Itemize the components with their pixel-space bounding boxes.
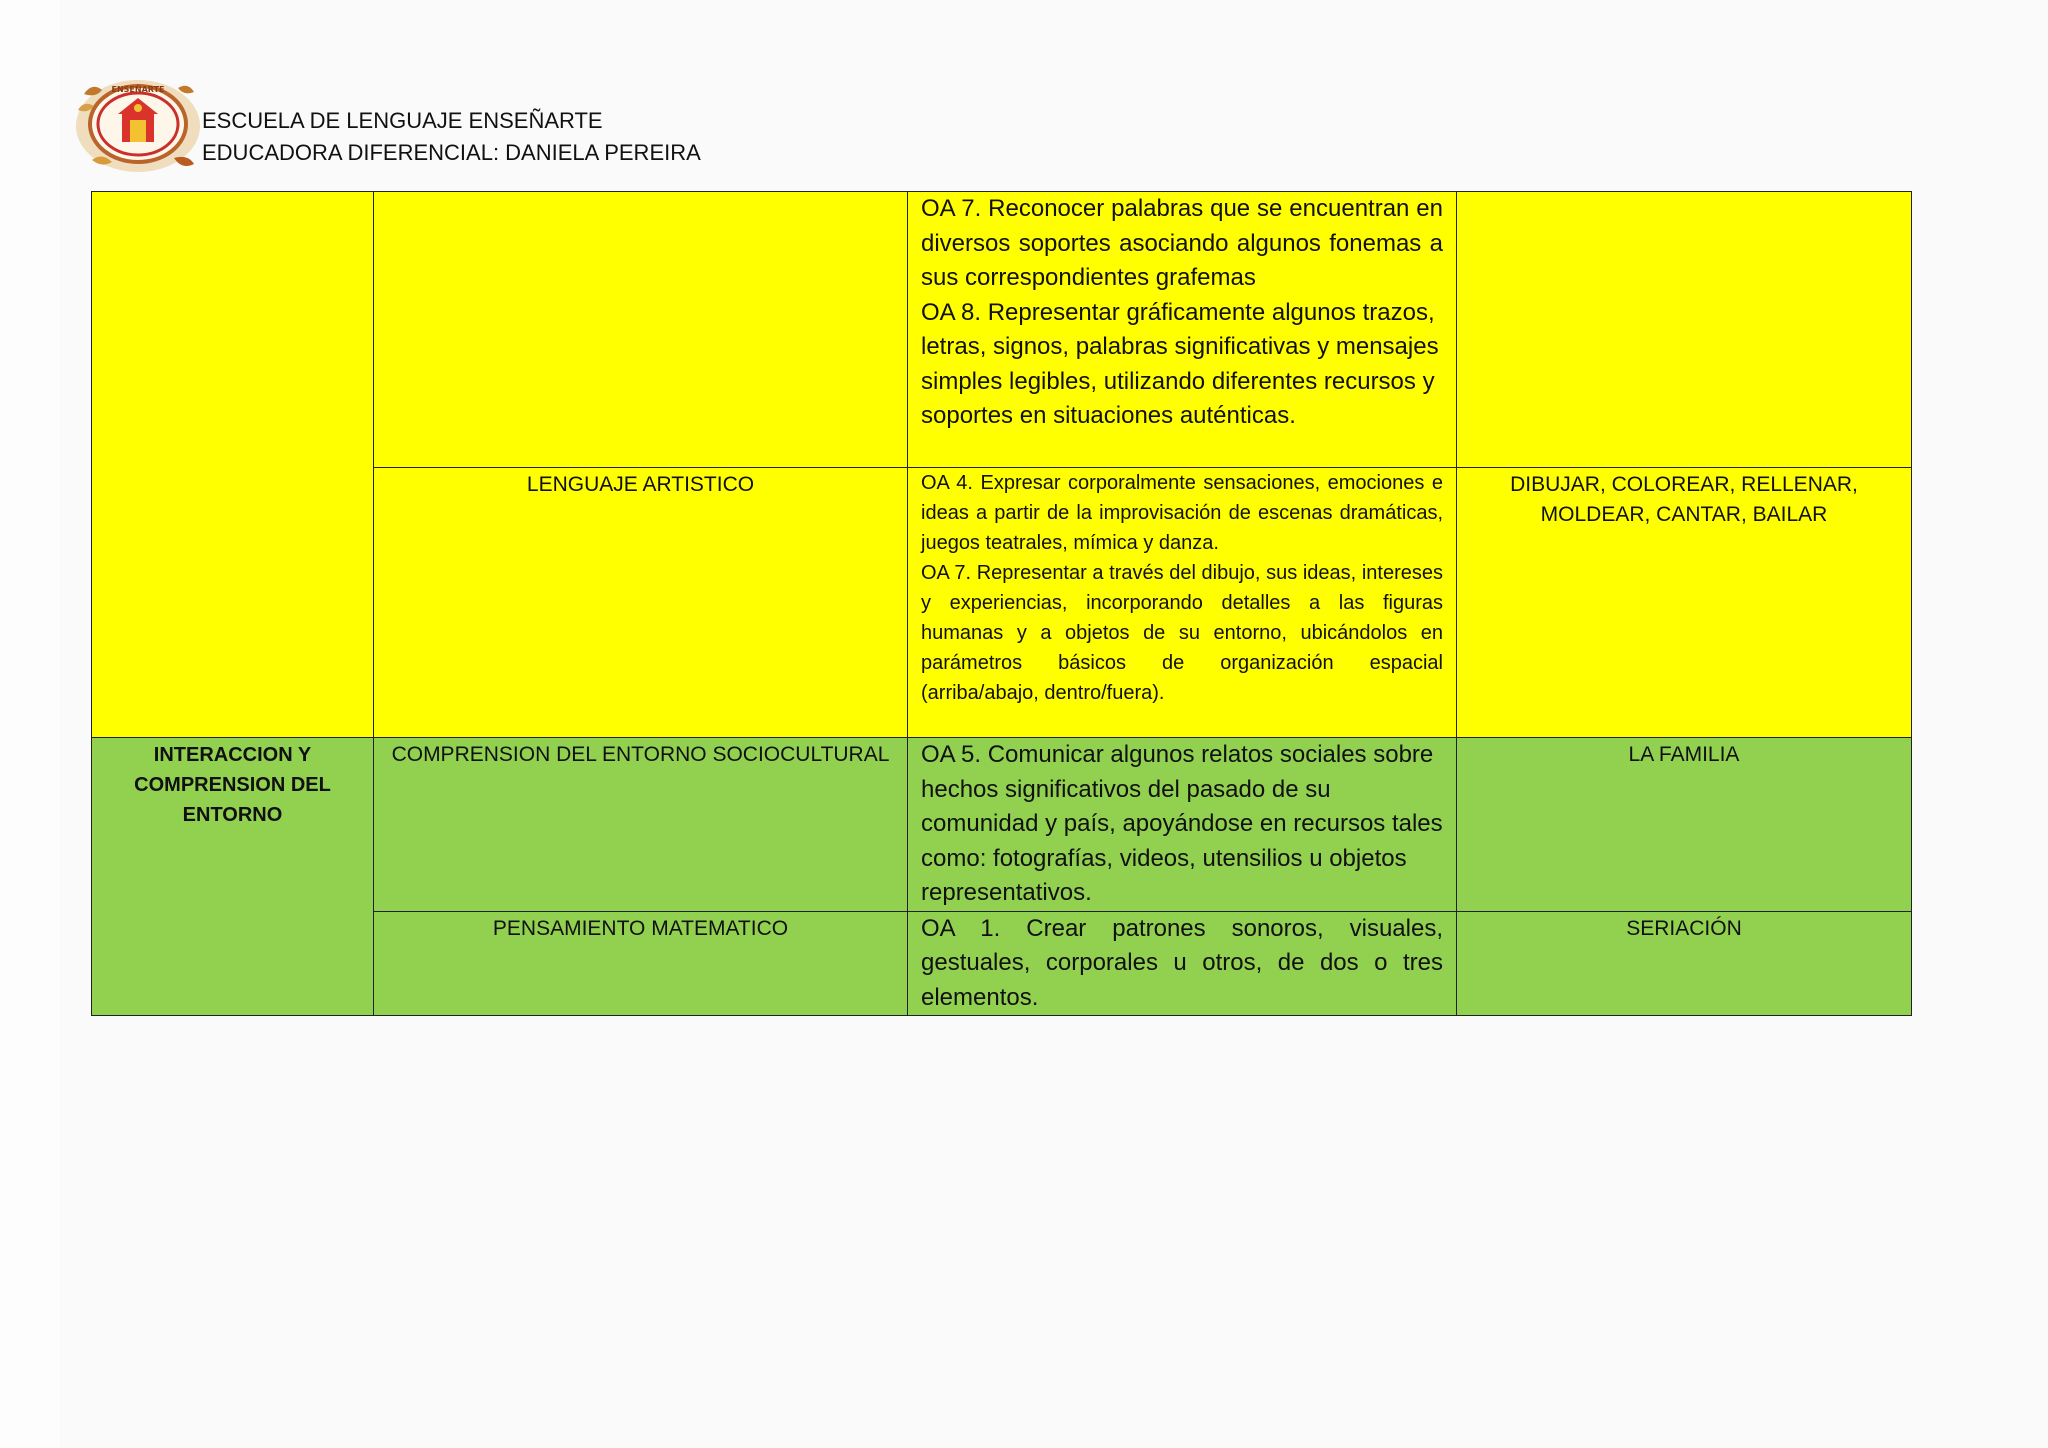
oa-text: OA 7. Reconocer palabras que se encuentran en diversos soportes asociando algunos fonemas a sus correspondientes grafemas — [921, 195, 1443, 291]
oa-text: OA 8. Representar gráficamente algunos trazos, letras, signos, palabras significativas y mensajes simples legibles, utilizando diferentes recursos y soportes en situaciones auténticas. — [921, 298, 1439, 429]
experiencias-cell — [1457, 468, 1912, 738]
nucleo-label: COMPRENSION DEL ENTORNO SOCIOCULTURAL — [391, 743, 890, 766]
nucleo-label: LENGUAJE ARTISTICO — [526, 473, 755, 496]
experiencias-label: SERIACIÓN — [1626, 916, 1742, 940]
table-row — [92, 738, 1912, 912]
table-row — [92, 192, 1912, 468]
oa-cell — [908, 738, 1457, 912]
school-logo — [62, 64, 212, 184]
experiencias-cell — [1457, 192, 1912, 468]
area-label: COMPRENSION DEL — [134, 774, 331, 796]
experiencias-cell — [1457, 911, 1912, 1016]
nucleo-cell — [374, 911, 908, 1016]
oa-cell — [908, 468, 1457, 738]
nucleo-cell — [374, 192, 908, 468]
nucleo-label: PENSAMIENTO MATEMATICO — [492, 916, 789, 940]
oa-cell — [908, 911, 1457, 1016]
area-label: ENTORNO — [182, 804, 283, 826]
area-cell — [92, 738, 374, 1016]
nucleo-cell — [374, 738, 908, 912]
educator-name: EDUCADORA DIFERENCIAL: DANIELA PEREIRA — [202, 140, 701, 165]
planning-table — [91, 191, 1912, 1016]
oa-text: OA 1. Crear patrones sonoros, visuales, gestuales, corporales u otros, de dos o tres elementos. — [921, 914, 1443, 1011]
oa-text: OA 7. Representar a través del dibujo, sus ideas, intereses y experiencias, incorporando detalles a las figuras humanas y a objetos de su entorno, ubicándolos en parámetros básicos de organización espacial (arriba/abajo, dentro/fuera). — [921, 562, 1443, 704]
document-header — [202, 105, 701, 169]
oa-text: OA 4. Expresar corporalmente sensaciones, emociones e ideas a partir de la improvisación de escenas dramáticas, juegos teatrales, mímica y danza. — [921, 472, 1443, 554]
area-cell — [92, 192, 374, 738]
experiencias-cell — [1457, 738, 1912, 912]
oa-cell — [908, 192, 1457, 468]
school-name: ESCUELA DE LENGUAJE ENSEÑARTE — [202, 108, 603, 133]
area-label: INTERACCION Y — [153, 744, 312, 766]
logo-text: ENSEÑARTE — [111, 85, 165, 94]
experiencias-line: DIBUJAR, COLOREAR, RELLENAR, — [1510, 473, 1858, 496]
nucleo-cell — [374, 468, 908, 738]
experiencias-label: LA FAMILIA — [1628, 743, 1740, 766]
oa-text: OA 5. Comunicar algunos relatos sociales sobre hechos significativos del pasado de su comunidad y país, apoyándose en recursos tales como: fotografías, videos, utensilios u objetos representativos. — [921, 741, 1443, 906]
experiencias-line: MOLDEAR, CANTAR, BAILAR — [1540, 503, 1828, 526]
